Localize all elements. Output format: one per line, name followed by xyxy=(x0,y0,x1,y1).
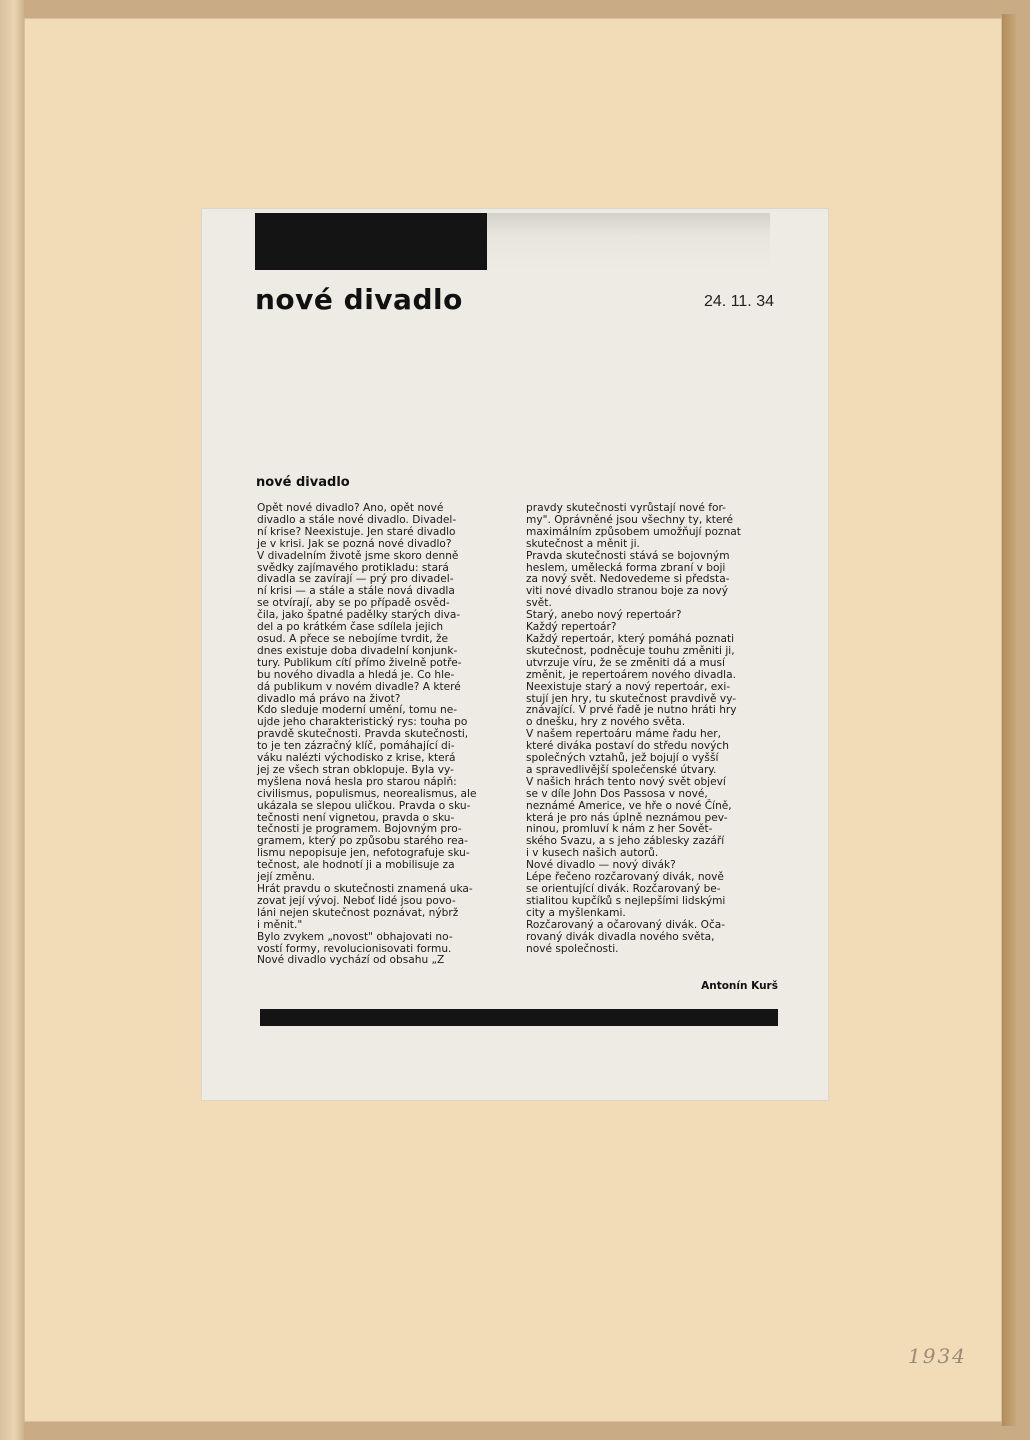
article-line: rovaný divák divadla nového světa, xyxy=(526,930,715,943)
article-line: láni nejen skutečnost poznávat, nýbrž xyxy=(257,906,459,919)
article-line: Pravda skutečnosti stává se bojovným xyxy=(526,549,730,562)
article-line: ninou, promluví k nám z her Sovět- xyxy=(526,823,713,836)
article-line: nové společnosti. xyxy=(526,942,619,955)
footer-black-bar xyxy=(260,1009,778,1026)
article-line: ní krise? Neexistuje. Jen staré divadlo xyxy=(257,525,456,538)
article-line: divadla se zavírají — prý pro divadel- xyxy=(257,573,454,586)
article-line: ského Svazu, a s jeho záblesky zazáří xyxy=(526,835,725,848)
header-gray-band xyxy=(487,213,770,270)
article-line: viti nové divadlo stranou boje za nový xyxy=(526,585,728,598)
article-line: a spravedlivější společenské útvary. xyxy=(526,763,717,776)
header-black-bar xyxy=(255,213,487,270)
article-line: pravdy skutečnosti vyrůstají nové for- xyxy=(526,502,727,514)
article-line: Nové divadlo vychází od obsahu „Z xyxy=(257,954,445,967)
article-line: pravdě skutečnosti. Pravda skutečnosti, xyxy=(257,728,469,741)
article-line: divadlo a stále nové divadlo. Divadel- xyxy=(257,513,457,526)
article-line: i v kusech našich autorů. xyxy=(526,847,659,860)
article-line: utvrzuje víru, že se změniti dá a musí xyxy=(526,656,725,669)
article-line: se v díle John Dos Passosa v nové, xyxy=(526,787,708,800)
article-line: svědky zajímavého protikladu: stará xyxy=(257,561,449,574)
article-line: V divadelním životě jsme skoro denně xyxy=(257,549,459,562)
article-line: del a po krátkém čase sdílela jejich xyxy=(257,621,444,634)
article-line: stují jen hry, tu skutečnost pravdivě vy- xyxy=(526,692,737,705)
article-line: Neexistuje starý a nový repertoár, exi- xyxy=(526,680,731,693)
article-line: V našich hrách tento nový svět objeví xyxy=(526,775,726,788)
article-line: ujde jeho charakteristický rys: touha po xyxy=(257,716,468,729)
article-line: Kdo sleduje moderní umění, tomu ne- xyxy=(257,704,458,717)
article-line: city a myšlenkami. xyxy=(526,906,626,919)
article-line: V našem repertoáru máme řadu her, xyxy=(526,728,721,741)
article-line: váku nalézti východisko z krise, která xyxy=(257,752,456,765)
article-line: se otvírají, aby se po případě osvěd- xyxy=(257,597,450,610)
article-line: civilismus, populismus, neorealismus, ale xyxy=(257,787,477,800)
article-line: jej ze všech stran obklopuje. Byla vy- xyxy=(257,763,454,776)
article-line: její změnu. xyxy=(257,871,315,884)
album-spine xyxy=(0,0,24,1440)
article-line: Lépe řečeno rozčarovaný divák, nově xyxy=(526,871,724,884)
article-line: Rozčarovaný a očarovaný divák. Oča- xyxy=(526,918,726,931)
article-line: ní krisi — a stále a stále nová divadla xyxy=(257,585,455,598)
article-line: je v krisi. Jak se pozná nové divadlo? xyxy=(257,537,452,550)
article-line: gramem, který po způsobu starého rea- xyxy=(257,835,468,848)
article-line: osud. A přece se nebojíme tvrdit, že xyxy=(257,632,449,645)
article-line: divadlo má právo na život? xyxy=(257,692,401,705)
article-line: Hrát pravdu o skutečnosti znamená uka- xyxy=(257,883,473,895)
article-line: znávající. V prvé řadě je nutno hráti hry xyxy=(526,704,737,717)
album-edge xyxy=(1002,14,1016,1426)
article-line: které diváka postaví do středu nových xyxy=(526,740,729,753)
article-line: i měnit." xyxy=(257,918,303,931)
article-author: Antonín Kurš xyxy=(701,980,778,992)
article-line: vostí formy, revolucionisovati formu. xyxy=(257,942,452,955)
issue-date: 24. 11. 34 xyxy=(704,293,774,310)
article-line: čila, jako špatné padělky starých diva- xyxy=(257,609,461,622)
article-line: tury. Publikum cítí přímo živelně potře- xyxy=(257,656,462,669)
article-line: myšlena nová hesla pro starou náplň: xyxy=(257,775,457,788)
article-line: bu nového divadla a hledá je. Co hle- xyxy=(257,668,455,681)
masthead-title: nové divadlo xyxy=(255,283,463,316)
article-line: zovat její vývoj. Neboť lidé jsou povo- xyxy=(257,894,456,907)
article-line: Nové divadlo — nový divák? xyxy=(526,859,676,872)
article-line: skutečnost a měnit ji. xyxy=(526,537,640,550)
article-line: skutečnost, podněcuje touhu změniti ji, xyxy=(526,644,735,657)
article-line: neznámé Americe, ve hře o nové Číně, xyxy=(526,799,732,812)
article-line: svět. xyxy=(526,597,552,610)
article-line: my". Oprávněné jsou všechny ty, které xyxy=(526,513,734,526)
handwritten-year: 1934 xyxy=(908,1344,967,1368)
article-line: Opět nové divadlo? Ano, opět nové xyxy=(257,502,444,514)
article-line: změnit, je repertoárem nového divadla. xyxy=(526,668,736,681)
article-line: společných vztahů, jež bojují o vyšší xyxy=(526,752,719,765)
article-line: tečnosti je programem. Bojovným pro- xyxy=(257,823,462,836)
article-line: maximálním způsobem umožňují poznat xyxy=(526,525,741,538)
article-line: lismu nepopisuje jen, nefotografuje sku- xyxy=(257,847,470,860)
article-line: Každý repertoár, který pomáhá poznati xyxy=(526,632,735,645)
article-line: za nový svět. Nedovedeme si předsta- xyxy=(526,573,730,586)
article-right-column xyxy=(526,503,778,955)
article-line: dnes existuje doba divadelní konjunk- xyxy=(257,644,458,657)
article-line: tečnost, ale hodnotí ji a mobilisuje za xyxy=(257,859,455,872)
article-line: heslem, umělecká forma zbraní v boji xyxy=(526,561,726,574)
article-line: stialitou kupčíků s nejlepšími lidskými xyxy=(526,894,726,907)
article-line: Starý, anebo nový repertoár? xyxy=(526,609,682,622)
article-line: o dnešku, hry z nového světa. xyxy=(526,716,686,729)
article-line: dá publikum v novém divadle? A které xyxy=(257,680,461,693)
article-line: která je pro nás úplně neznámou pev- xyxy=(526,811,728,824)
article-line: se orientující divák. Rozčarovaný be- xyxy=(526,883,721,895)
article-line: tečnosti není vignetou, pravda o sku- xyxy=(257,811,455,824)
article-line: ukázala se slepou uličkou. Pravda o sku- xyxy=(257,799,471,812)
article-heading: nové divadlo xyxy=(256,475,350,490)
article-left-column xyxy=(257,503,509,967)
newspaper-clipping xyxy=(202,209,828,1100)
article-line: Bylo zvykem „novost" obhajovati no- xyxy=(257,930,453,943)
article-line: Každý repertoár? xyxy=(526,621,617,634)
article-line: to je ten zázračný klíč, pomáhající di- xyxy=(257,740,455,753)
